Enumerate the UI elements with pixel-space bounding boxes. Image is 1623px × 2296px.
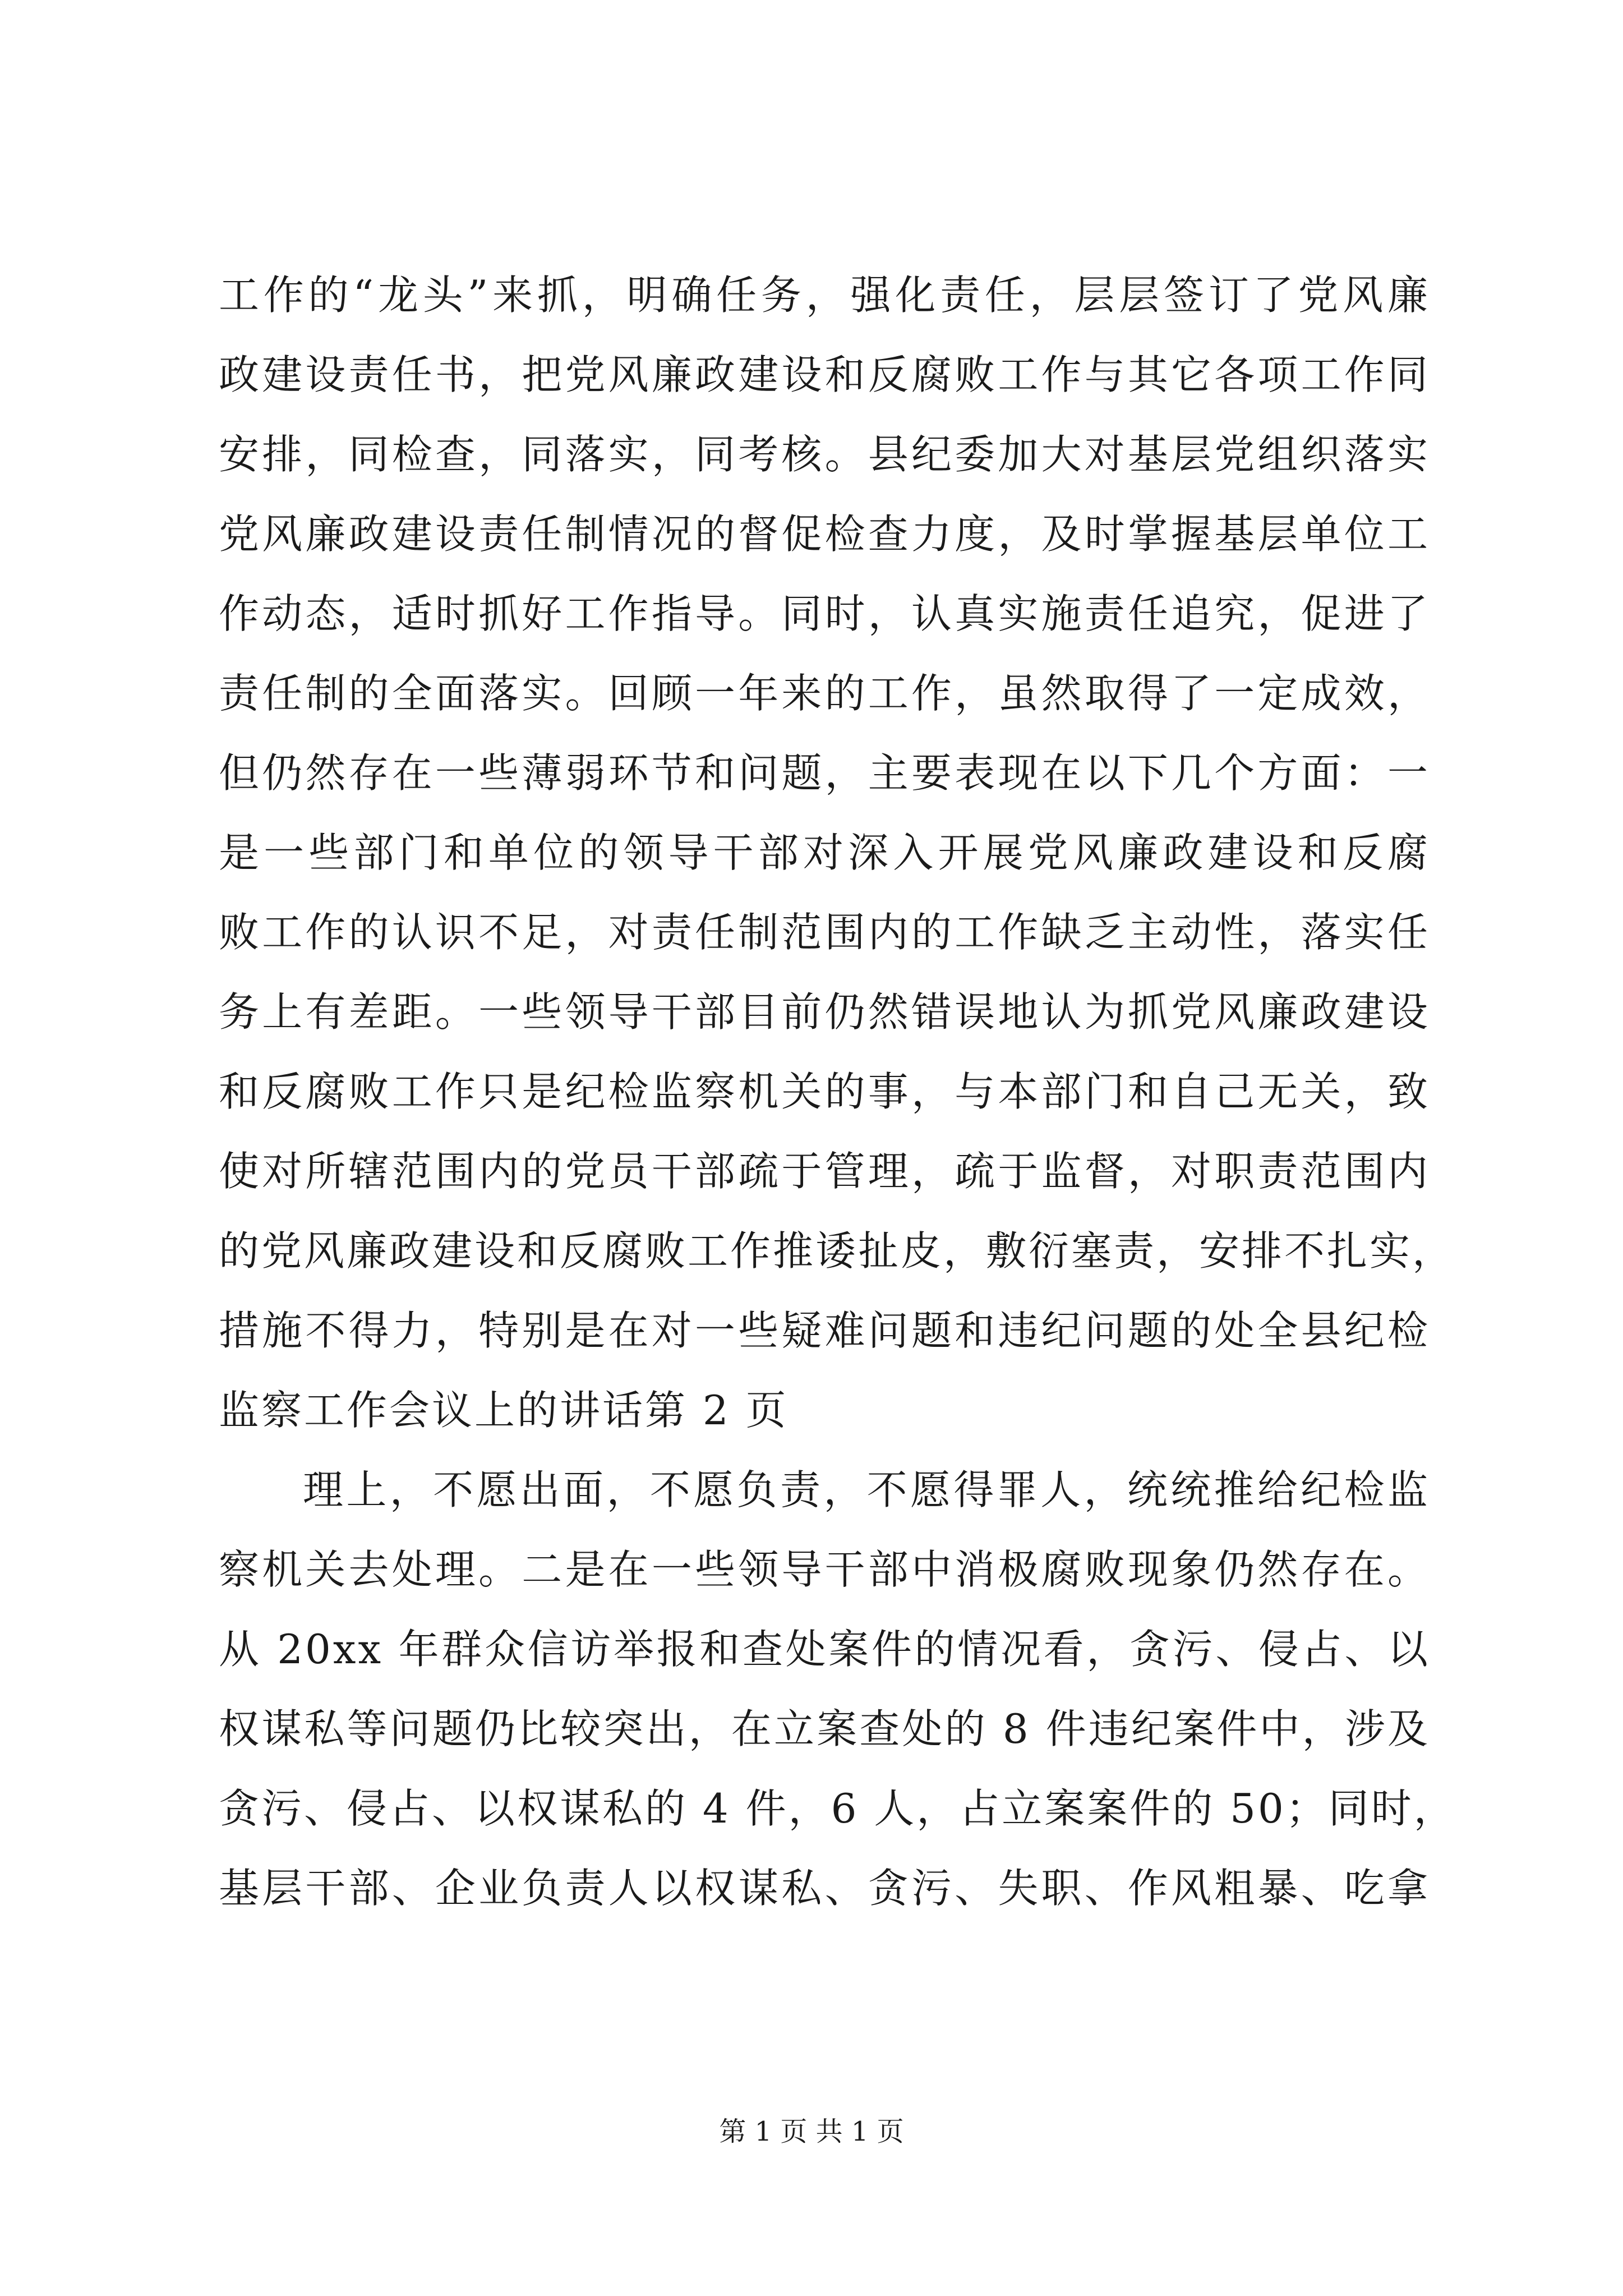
page-number-footer: 第 1 页 共 1 页 <box>719 2116 904 2147</box>
text-line: 政建设责任书，把党风廉政建设和反腐败工作与其它各项工作同 <box>219 351 1430 398</box>
text-line: 基层干部、企业负责人以权谋私、贪污、失职、作风粗暴、吃拿 <box>219 1865 1430 1912</box>
text-line: 从 20xx 年群众信访举报和查处案件的情况看，贪污、侵占、以 <box>219 1626 1430 1673</box>
text-line: 安排，同检查，同落实，同考核。县纪委加大对基层党组织落实 <box>219 431 1430 478</box>
text-line: 的党风廉政建设和反腐败工作推诿扯皮，敷衍塞责，安排不扎实， <box>219 1227 1455 1274</box>
text-line: 责任制的全面落实。回顾一年来的工作，虽然取得了一定成效， <box>219 670 1430 717</box>
text-line: 监察工作会议上的讲话第 2 页 <box>219 1387 789 1434</box>
text-line: 贪污、侵占、以权谋私的 4 件，6 人，占立案案件的 50；同时， <box>219 1785 1456 1832</box>
text-line: 务上有差距。一些领导干部目前仍然错误地认为抓党风廉政建设 <box>219 988 1430 1036</box>
text-line-indented: 理上，不愿出面，不愿负责，不愿得罪人，统统推给纪检监 <box>303 1466 1430 1513</box>
text-line: 败工作的认识不足，对责任制范围内的工作缺乏主动性，落实任 <box>219 909 1430 956</box>
text-line: 但仍然存在一些薄弱环节和问题，主要表现在以下几个方面：一 <box>219 749 1430 797</box>
text-line: 察机关去处理。二是在一些领导干部中消极腐败现象仍然存在。 <box>219 1546 1430 1593</box>
text-line: 作动态，适时抓好工作指导。同时，认真实施责任追究，促进了 <box>219 590 1430 637</box>
text-line: 权谋私等问题仍比较突出，在立案查处的 8 件违纪案件中，涉及 <box>219 1705 1430 1752</box>
text-line: 工作的“龙头”来抓，明确任务，强化责任，层层签订了党风廉 <box>219 272 1430 319</box>
text-line: 使对所辖范围内的党员干部疏于管理，疏于监督，对职责范围内 <box>219 1148 1430 1195</box>
text-line: 措施不得力，特别是在对一些疑难问题和违纪问题的处全县纪检 <box>219 1307 1430 1354</box>
text-line: 和反腐败工作只是纪检监察机关的事，与本部门和自己无关，致 <box>219 1068 1430 1115</box>
text-line: 是一些部门和单位的领导干部对深入开展党风廉政建设和反腐 <box>219 829 1430 876</box>
document-body <box>219 255 1456 1928</box>
text-line: 党风廉政建设责任制情况的督促检查力度，及时掌握基层单位工 <box>219 510 1430 558</box>
